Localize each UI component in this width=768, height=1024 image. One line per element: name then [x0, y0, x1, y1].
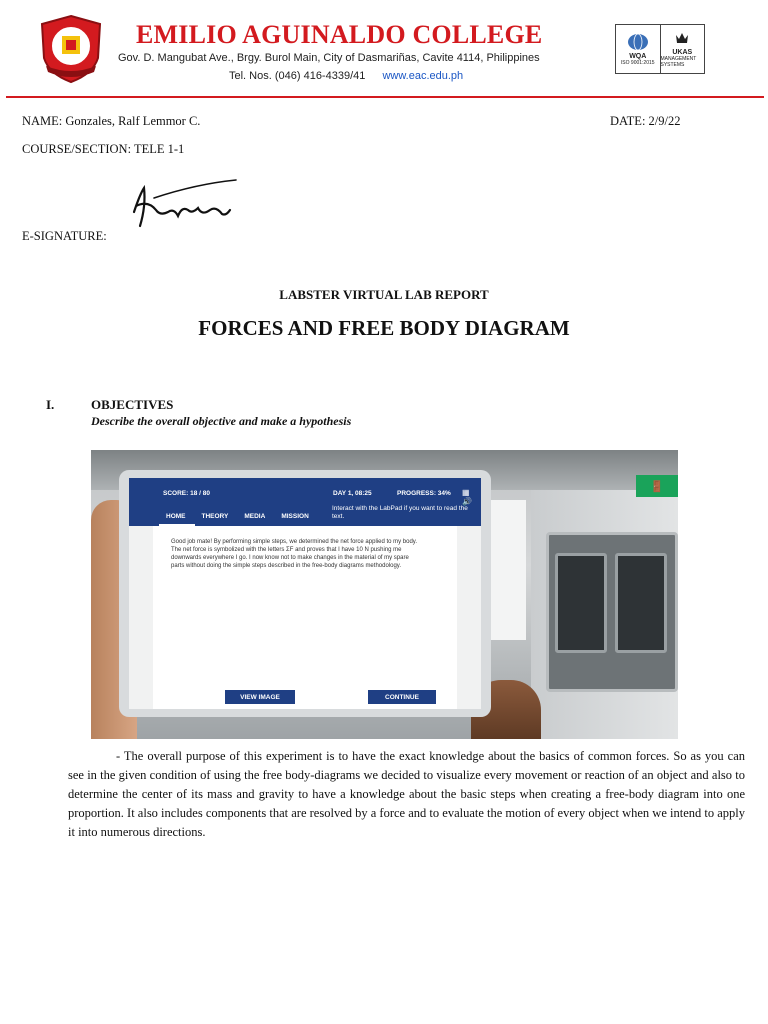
- labster-screenshot: [91, 450, 678, 739]
- report-subtitle: LABSTER VIRTUAL LAB REPORT: [279, 287, 489, 302]
- panel-message: Good job mate! By performing simple steps, we determined the net force applied to my body. The net force is symbolized with the letters ΣF and proves that I have 10 N pushing me downwards everywhere I go. I now know not to make changes in the material of my spare parts without doing the simple steps described in the free-body diagrams methodology.: [171, 539, 418, 570]
- labpad-panel: [153, 526, 457, 709]
- continue-button[interactable]: CONTINUE: [368, 690, 436, 704]
- certification-badges: [615, 24, 705, 74]
- telephone-numbers: Tel. Nos. (046) 416-4339/41: [229, 70, 366, 82]
- view-image-button[interactable]: VIEW IMAGE: [225, 690, 295, 704]
- tab-home[interactable]: HOME: [159, 511, 195, 526]
- whiteboard: [486, 500, 526, 640]
- e-signature-label: E-SIGNATURE:: [22, 229, 107, 243]
- labpad-screen: [129, 478, 481, 709]
- objective-paragraph: - The overall purpose of this experiment is to have the exact knowledge about the basics of common forces. So as you can see in the given condition of using the free body-diagrams we decided to visualize every movement or reaction of an object and also to determine the center of its mass and gravity to have a knowledge about the basic steps when creating a free-body diagram into one proportion. It also includes components that are resolved by a force and to evaluate the motion of every object when we intend to apply it into numerous directions.: [68, 749, 745, 839]
- labpad-tablet: [119, 470, 491, 717]
- tab-mission[interactable]: MISSION: [281, 513, 309, 520]
- score-text: SCORE: 18 / 80: [163, 490, 210, 497]
- course-section: COURSE/SECTION: TELE 1-1: [22, 142, 185, 156]
- letterhead: [0, 0, 768, 100]
- college-name: EMILIO AGUINALDO COLLEGE: [136, 20, 543, 49]
- wqa-badge: WQA ISO 9001:2015: [616, 25, 661, 73]
- labpad-tabs: [159, 511, 318, 526]
- tab-media[interactable]: MEDIA: [244, 513, 266, 520]
- globe-icon: [627, 33, 649, 51]
- contact-line: [229, 70, 463, 82]
- progress-text: PROGRESS: 34%: [397, 490, 451, 497]
- student-name: NAME: Gonzales, Ralf Lemmor C.: [22, 114, 201, 128]
- section-number: I.: [46, 397, 55, 412]
- labpad-topbar: [129, 478, 481, 526]
- college-address: Gov. D. Mangubat Ave., Brgy. Burol Main, City of Dasmariñas, Cavite 4114, Philippines: [118, 52, 540, 64]
- menu-sound-icon[interactable]: ▦ 🔊: [462, 488, 472, 506]
- report-date: DATE: 2/9/22: [610, 114, 681, 128]
- section-subheading: Describe the overall objective and make a hypothesis: [91, 414, 352, 428]
- report-title: FORCES AND FREE BODY DIAGRAM: [198, 316, 570, 340]
- exit-sign-icon: 🚪: [636, 475, 678, 497]
- section-heading: OBJECTIVES: [91, 397, 174, 412]
- tab-theory[interactable]: THEORY: [201, 513, 229, 520]
- labpad-hint: Interact with the LabPad if you want to read the text.: [332, 505, 468, 521]
- lab-door: [546, 532, 678, 692]
- ukas-badge: UKAS MANAGEMENT SYSTEMS: [661, 25, 705, 73]
- college-seal-icon: [38, 14, 104, 84]
- header-divider: [6, 96, 764, 98]
- handwritten-signature: [126, 176, 240, 234]
- website-link[interactable]: www.eac.edu.ph: [382, 70, 464, 82]
- day-time: DAY 1, 08:25: [333, 490, 372, 497]
- crown-check-icon: [674, 31, 690, 47]
